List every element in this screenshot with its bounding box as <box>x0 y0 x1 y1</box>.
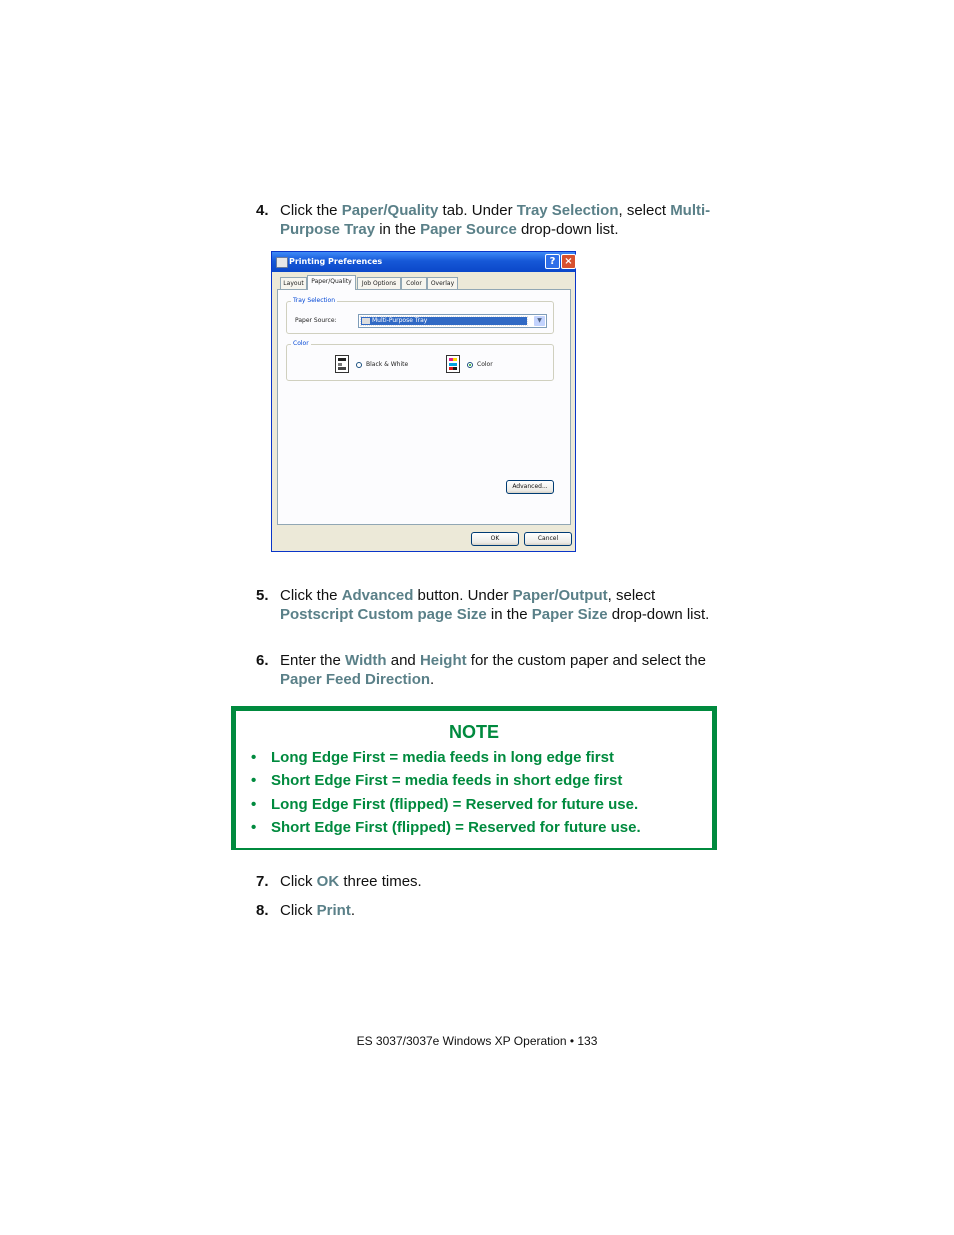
step-text-run: Enter the <box>280 652 346 669</box>
page-footer: ES 3037/3037e Windows XP Operation • 133 <box>356 1034 598 1048</box>
tray-icon <box>362 318 370 324</box>
ui-term: Multi-Purpose Tray <box>280 202 711 238</box>
note-list <box>247 749 641 842</box>
note-title: NOTE <box>448 722 499 742</box>
step-text-run: tab. Under <box>438 202 517 219</box>
ui-term: OK <box>316 873 340 890</box>
black-white-page-icon <box>335 355 349 373</box>
ui-term: Tray Selection <box>516 202 619 219</box>
paper-quality-panel <box>277 289 571 525</box>
note-item: • Long Edge First (flipped) = Reserved for future use. <box>251 795 639 813</box>
step-number: 6. <box>256 652 269 669</box>
ui-term: Paper Source <box>420 220 517 238</box>
ui-term: Paper Feed Direction <box>280 670 431 688</box>
ui-term: Print <box>316 902 351 919</box>
tab-color[interactable]: Color <box>401 277 427 289</box>
step-text <box>280 587 726 624</box>
cancel-button[interactable]: Cancel <box>524 532 572 546</box>
step-text <box>280 202 726 239</box>
step-text-run: drop-down list. <box>607 605 710 623</box>
step-number: 8. <box>256 902 269 919</box>
step-text-run: and <box>386 652 420 669</box>
step-text-run: . <box>430 670 435 688</box>
tray-selection-label: Tray Selection <box>293 297 336 304</box>
tab-paper-quality[interactable]: Paper/Quality <box>307 275 356 290</box>
step-text-run: for the custom paper and select the <box>466 652 706 669</box>
ui-term: Width <box>345 652 387 669</box>
note-bottom-rule <box>231 850 717 853</box>
printer-icon <box>276 257 288 268</box>
note-item: • Short Edge First = media feeds in short edge first <box>251 772 623 790</box>
ui-term: Advanced <box>341 587 414 604</box>
ok-button[interactable]: OK <box>471 532 519 546</box>
color-radio[interactable] <box>467 362 473 368</box>
step-6 <box>256 652 726 689</box>
step-text-run: Click the <box>280 202 342 219</box>
step-text-run: drop-down list. <box>516 220 619 238</box>
step-text-run: . <box>350 902 356 919</box>
paper-source-dropdown[interactable] <box>358 314 547 328</box>
step-number: 5. <box>256 587 269 604</box>
tab-layout[interactable]: Layout <box>280 277 307 289</box>
step-text <box>280 902 726 921</box>
ui-term: Paper/Quality <box>341 202 439 219</box>
step-text <box>280 873 726 892</box>
ui-term: Postscript Custom page Size <box>280 605 487 623</box>
black-white-radio[interactable] <box>356 362 362 368</box>
step-number: 4. <box>256 202 269 219</box>
step-text-run: , select <box>607 587 656 604</box>
step-5 <box>256 587 726 624</box>
step-text-run: , select <box>618 202 671 219</box>
dialog-title-bar <box>272 252 575 272</box>
step-4 <box>256 202 726 239</box>
color-page-icon <box>446 355 460 373</box>
ui-term: Paper Size <box>531 605 608 623</box>
close-button[interactable]: × <box>561 254 576 269</box>
paper-source-label: Paper Source: <box>295 317 337 324</box>
step-text-run: in the <box>486 605 532 623</box>
step-8 <box>256 902 726 921</box>
ui-term: Paper/Output <box>512 587 608 604</box>
note-box <box>231 706 717 853</box>
tab-overlay[interactable]: Overlay <box>427 277 458 289</box>
black-white-label: Black & White <box>366 361 409 368</box>
step-text-run: button. Under <box>413 587 513 604</box>
chevron-down-icon[interactable]: ▼ <box>534 316 545 326</box>
step-text-run: Click <box>280 873 317 890</box>
paper-source-selected <box>361 317 527 325</box>
step-7 <box>256 873 726 892</box>
color-option-label: Color <box>477 361 493 368</box>
step-number: 7. <box>256 873 269 890</box>
note-item: • Long Edge First = media feeds in long edge first <box>251 749 614 766</box>
note-item: • Short Edge First (flipped) = Reserved for future use. <box>251 818 641 836</box>
color-group <box>286 340 554 381</box>
ui-term: Height <box>419 652 467 669</box>
dialog-title: Printing Preferences <box>289 257 383 266</box>
step-text <box>280 652 726 689</box>
paper-source-value: Multi-Purpose Tray <box>372 317 428 324</box>
step-text-run: three times. <box>339 873 422 890</box>
tab-job-options[interactable]: Job Options <box>357 277 401 289</box>
printing-preferences-dialog <box>271 251 576 552</box>
step-text-run: Click the <box>280 587 342 604</box>
step-text-run: in the <box>375 220 421 238</box>
advanced-button[interactable]: Advanced... <box>506 480 554 494</box>
help-button[interactable]: ? <box>545 254 560 269</box>
tray-selection-group <box>286 297 554 334</box>
step-text-run: Click <box>280 902 317 919</box>
color-group-label: Color <box>293 340 309 347</box>
